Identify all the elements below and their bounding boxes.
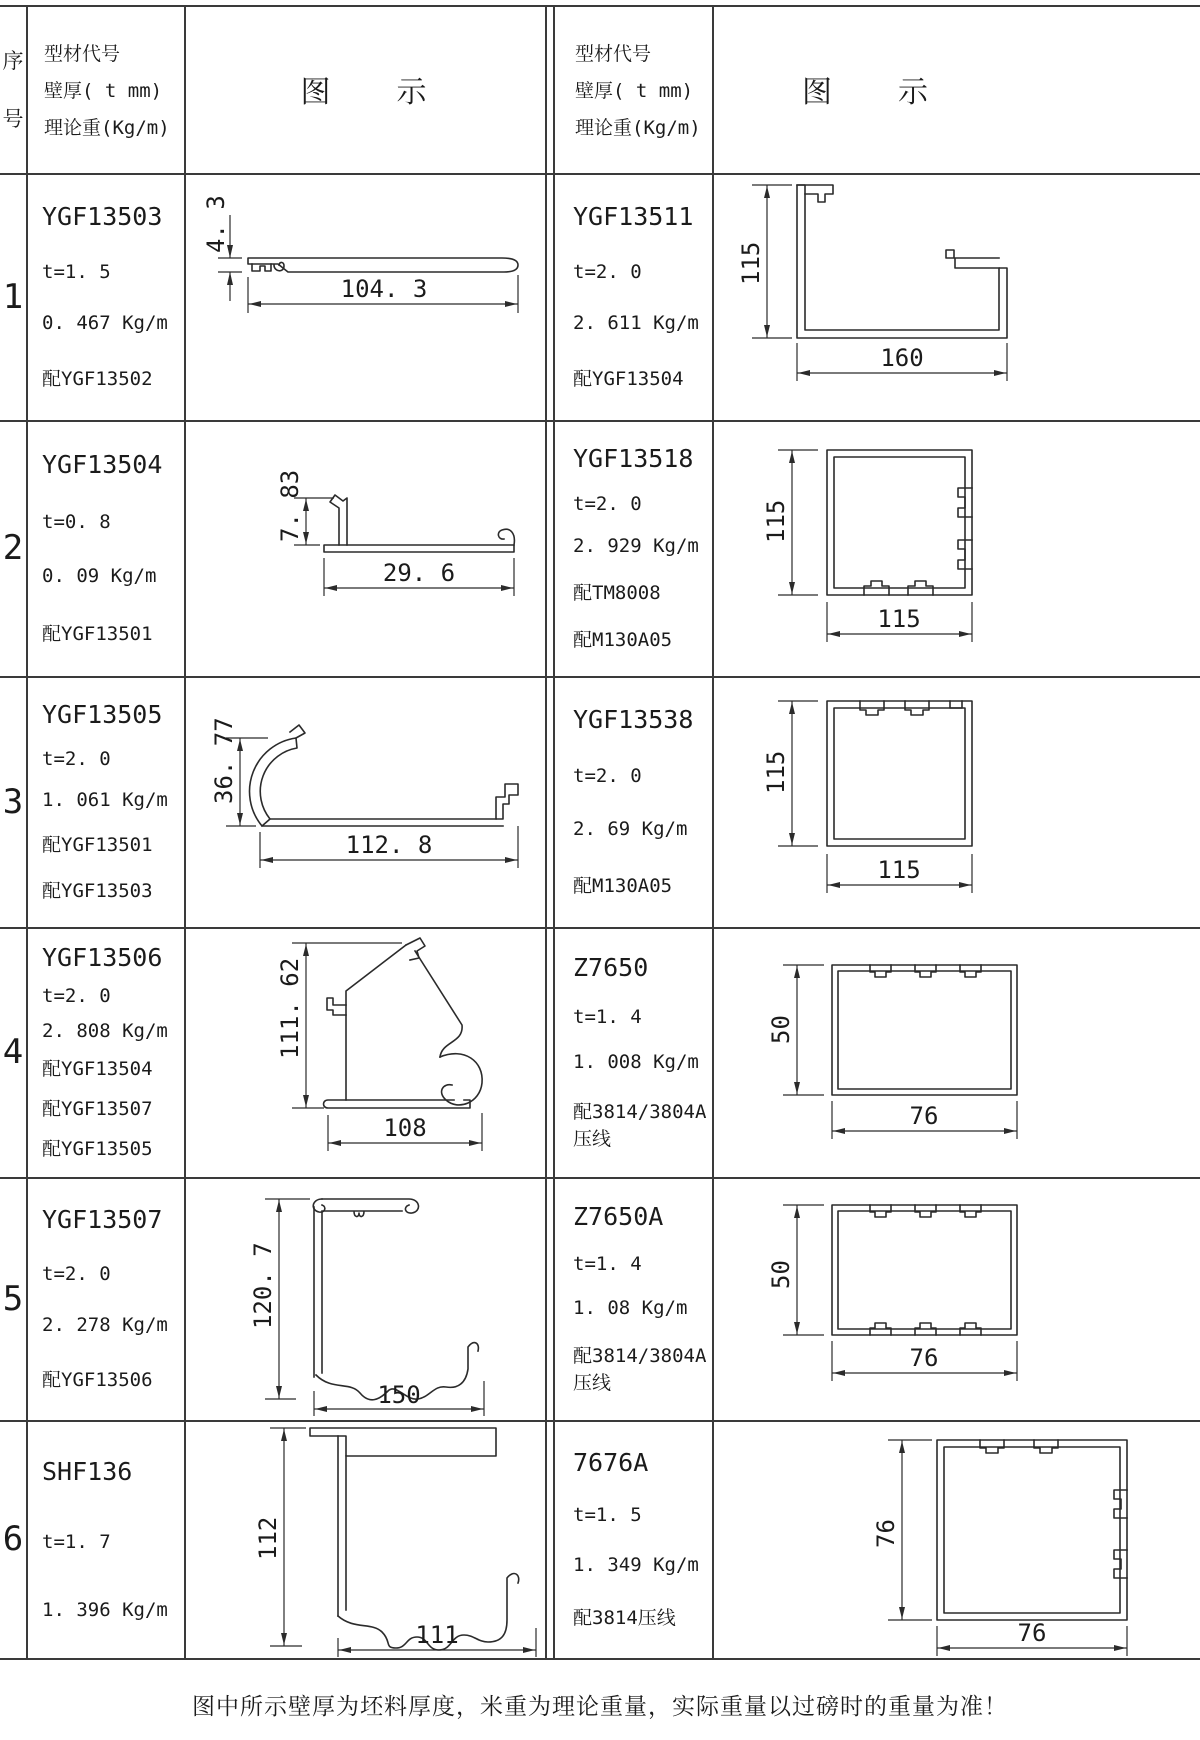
profile-outline [248,258,518,272]
diagram-row5-left [184,1177,545,1420]
profile-drawing [184,173,545,420]
row-number: 6 [2,1519,24,1559]
diagram-row1-left [184,173,545,420]
dim-label-height: 7. 83 [276,469,304,542]
dim-label-width: 104. 3 [340,275,428,303]
info-header-left [26,5,184,173]
dim-label-width: 150 [377,1381,421,1409]
unit-weight: 1. 061 Kg/m [42,788,168,811]
vertical-dimension [276,470,334,545]
info-header-line: 理论重(Kg/m) [575,116,701,139]
dim-label-width: 108 [383,1114,427,1142]
seq-header [0,5,26,173]
horizontal-dimension [827,854,972,893]
wall-thickness: t=2. 0 [573,260,642,283]
vertical-dimension [767,1205,824,1335]
profile-code: YGF13506 [42,943,163,973]
horizontal-dimension [260,826,518,868]
dim-label-height: 112 [254,1516,282,1560]
row-number: 4 [2,1032,24,1072]
profile-outline [310,1428,519,1650]
dim-label-width: 111 [415,1621,459,1649]
dim-label-width: 76 [909,1102,939,1130]
vertical-dimension [202,195,242,301]
profile-outline [313,1199,478,1400]
info-header-line: 壁厚( t mm) [575,79,694,102]
match-code: 配YGF13504 [42,1058,153,1081]
profile-outline [797,185,1007,338]
match-code: 配YGF13505 [42,1137,153,1160]
profile-outline [827,701,972,846]
profile-info-ygf13538 [553,676,712,927]
match-code: 配3814/3804A压线 [573,1345,707,1394]
horizontal-dimension [324,558,514,596]
profile-outline [324,938,483,1108]
diagram-row2-right [712,420,1200,676]
dim-label-height: 50 [767,1260,795,1289]
dim-label-width: 76 [1017,1619,1047,1647]
wall-thickness: t=0. 8 [42,511,111,533]
profile-code: SHF136 [42,1456,133,1486]
profile-drawing [184,420,545,676]
profile-code: YGF13503 [42,201,163,231]
diagram-row6-right [712,1420,1200,1658]
profile-code: YGF13504 [42,450,163,479]
profile-outline [832,965,1017,1095]
footer-note: 图中所示壁厚为坯料厚度，米重为理论重量，实际重量以过磅时的重量为准！ [192,1694,1008,1720]
profile-drawing [712,927,1200,1177]
profile-code: YGF13511 [573,201,694,231]
profile-code: YGF13538 [573,705,694,735]
profile-code: YGF13505 [42,699,163,729]
profile-info-ygf13518 [553,420,712,676]
vertical-dimension [210,717,268,826]
profile-code: YGF13518 [573,444,694,474]
dim-label-height: 76 [872,1519,900,1548]
vertical-dimension [254,1428,306,1646]
profile-info-7676a [553,1420,712,1658]
wall-thickness: t=1. 4 [573,1253,642,1275]
match-code: 配TM8008 [573,581,661,604]
horizontal-dimension [827,602,972,642]
dim-label-height: 36. 77 [210,717,238,804]
unit-weight: 2. 69 Kg/m [573,817,688,840]
dim-label-height: 115 [762,750,790,794]
diagram-row4-left [184,927,545,1177]
seq-header-char: 号 [2,107,24,131]
wall-thickness: t=2. 0 [573,493,642,516]
info-header-line: 壁厚( t mm) [44,79,163,102]
info-header-right [553,5,712,173]
match-code: 配3814压线 [573,1607,676,1630]
info-header-line: 型材代号 [44,42,121,65]
profile-outline [937,1440,1127,1620]
match-code: 配YGF13502 [42,368,153,391]
profile-outline [832,1205,1017,1335]
match-code: 配YGF13504 [573,368,684,391]
wall-thickness: t=1. 7 [42,1531,111,1554]
unit-weight: 0. 467 Kg/m [42,312,168,335]
info-header-line: 理论重(Kg/m) [44,116,170,139]
profile-drawing [712,676,1200,927]
profile-outline [324,495,514,552]
row-number: 5 [2,1278,24,1319]
diagram-row2-left [184,420,545,676]
wall-thickness: t=2. 0 [42,984,111,1007]
profile-info-ygf13507 [26,1177,184,1420]
unit-weight: 2. 929 Kg/m [573,535,699,558]
profile-code: 7676A [573,1447,649,1477]
profile-code: Z7650 [573,952,649,982]
dim-label-height: 120. 7 [249,1242,277,1329]
match-code: 配3814/3804A压线 [573,1101,707,1151]
dim-label-height: 115 [737,241,765,285]
horizontal-dimension [248,275,518,313]
match-code: 配M130A05 [573,874,673,897]
vertical-dimension [767,965,824,1095]
vertical-dimension [762,450,818,595]
vertical-dimension [762,701,818,846]
match-code: 配YGF13506 [42,1368,153,1391]
vertical-dimension [276,943,402,1108]
wall-thickness: t=2. 0 [573,765,642,788]
profile-info-ygf13511 [553,173,712,420]
horizontal-dimension [832,1101,1017,1139]
profile-info-ygf13505 [26,676,184,927]
row-number: 2 [2,528,24,568]
grid-line [545,5,547,1660]
match-code: 配YGF13503 [42,880,153,903]
profile-drawing [184,1420,545,1658]
profile-info-z7650a [553,1177,712,1420]
row-number: 1 [2,276,24,317]
diagram-row6-left [184,1420,545,1658]
info-header-line: 型材代号 [575,42,652,65]
unit-weight: 2. 278 Kg/m [42,1313,168,1336]
dim-label-width: 76 [909,1344,939,1372]
horizontal-dimension [937,1619,1127,1656]
diagram-row3-right [712,676,1200,927]
wall-thickness: t=2. 0 [42,1263,111,1286]
diagram-row5-right [712,1177,1200,1420]
unit-weight: 2. 808 Kg/m [42,1019,168,1042]
unit-weight: 1. 08 Kg/m [573,1297,688,1319]
profile-drawing [184,1177,545,1420]
match-code: 配YGF13501 [42,623,153,645]
unit-weight: 2. 611 Kg/m [573,312,699,335]
dim-label-width: 112. 8 [345,831,433,859]
diagram-row1-right [712,173,1200,420]
wall-thickness: t=1. 5 [42,260,111,283]
profile-drawing [712,1177,1200,1420]
dim-label-height: 111. 62 [276,957,304,1059]
diagram-row4-right [712,927,1200,1177]
profile-drawing [184,927,545,1177]
unit-weight: 1. 396 Kg/m [42,1599,168,1622]
dim-label-width: 160 [880,344,924,372]
diagram-header-left: 图 示 [300,75,429,110]
seq-header-char: 序 [2,49,24,73]
grid-line [0,1658,1200,1660]
horizontal-dimension [832,1341,1017,1381]
profile-info-shf136 [26,1420,184,1658]
horizontal-dimension [328,1113,482,1151]
profile-outline [827,450,972,595]
unit-weight: 0. 09 Kg/m [42,565,157,587]
match-code: 配YGF13501 [42,834,153,857]
dim-label-width: 115 [877,605,921,633]
profile-drawing [712,1420,1200,1658]
wall-thickness: t=2. 0 [42,747,111,770]
diagram-header-right: 图 示 [802,75,930,110]
profile-outline [250,725,518,826]
vertical-dimension [737,185,792,338]
dim-label-width: 29. 6 [382,559,456,587]
horizontal-dimension [797,343,1007,381]
profile-info-ygf13504 [26,420,184,676]
diagram-row3-left [184,676,545,927]
unit-weight: 1. 008 Kg/m [573,1051,699,1074]
profile-info-z7650 [553,927,712,1177]
match-code: 配YGF13507 [42,1097,153,1120]
vertical-dimension [872,1440,932,1620]
profile-drawing [712,173,1200,420]
vertical-dimension [249,1199,310,1399]
profile-info-ygf13503 [26,173,184,420]
dim-label-height: 115 [762,499,790,543]
dim-label-height: 50 [767,1015,795,1044]
dim-label-width: 115 [877,856,921,884]
profile-info-ygf13506 [26,927,184,1177]
wall-thickness: t=1. 5 [573,1504,642,1527]
profile-drawing [184,676,545,927]
row-number: 3 [2,781,24,822]
profile-code: YGF13507 [42,1205,163,1235]
profile-code: Z7650A [573,1202,664,1231]
match-code: 配M130A05 [573,628,673,651]
wall-thickness: t=1. 4 [573,1005,642,1028]
profile-drawing [712,420,1200,676]
unit-weight: 1. 349 Kg/m [573,1553,699,1576]
dim-label-height: 4. 3 [202,195,230,253]
